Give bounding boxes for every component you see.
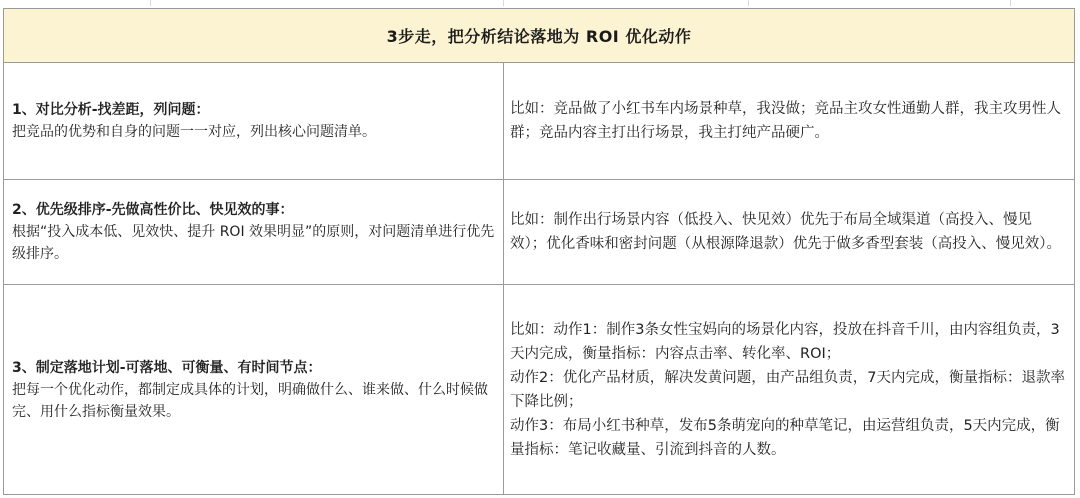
example-cell [504,63,1074,179]
example-cell [504,285,1074,494]
step-title: 2、优先级排序-先做高性价比、快见效的事： [12,202,294,218]
example-text: 比如：动作1：制作3条女性宝妈向的场景化内容，投放在抖音千川，由内容组负责，3天内完成，衡量指标：内容点击率、转化率、ROI； 动作2：优化产品材质，解决发黄问题，由产品组负责，7天内完成，衡量指标：退款率下降比例； 动作3：布局小红书种草，发布5条萌宠向的种草笔记，由运营组负责，5天内完成，衡量指标：笔记收藏量、引流到抖音的人数。 [510,321,1065,458]
step-description: 根据“投入成本低、见效快、提升 ROI 效果明显”的原则，对问题清单进行优先级排序。 [12,224,495,262]
top-edge-marks [0,0,1080,8]
step-cell [4,180,504,284]
step-title: 3、制定落地计划-可落地、可衡量、有时间节点： [12,359,322,376]
table-title: 3步走，把分析结论落地为 ROI 优化动作 [4,9,1074,63]
step-title: 1、对比分析-找差距，列问题： [12,102,210,118]
table-row [4,63,1074,180]
table-row [4,285,1074,494]
example-text: 比如：制作出行场景内容（低投入、快见效）优先于布局全域渠道（高投入、慢见效）；优化香味和密封问题（从根源降退款）优先于做多香型套装（高投入、慢见效）。 [510,212,1061,252]
example-text: 比如：竞品做了小红书车内场景种草，我没做；竞品主攻女性通勤人群，我主攻男性人群；竞品内容主打出行场景，我主打纯产品硬广。 [510,101,1061,141]
step-description: 把每一个优化动作，都制定成具体的计划，明确做什么、谁来做、什么时候做完、用什么指标衡量效果。 [12,381,488,420]
step-cell [4,63,504,179]
example-cell [504,180,1074,284]
roi-steps-table [3,8,1075,495]
step-cell [4,285,504,494]
table-row [4,180,1074,285]
step-description: 把竞品的优势和自身的问题一一对应，列出核心问题清单。 [12,124,376,140]
